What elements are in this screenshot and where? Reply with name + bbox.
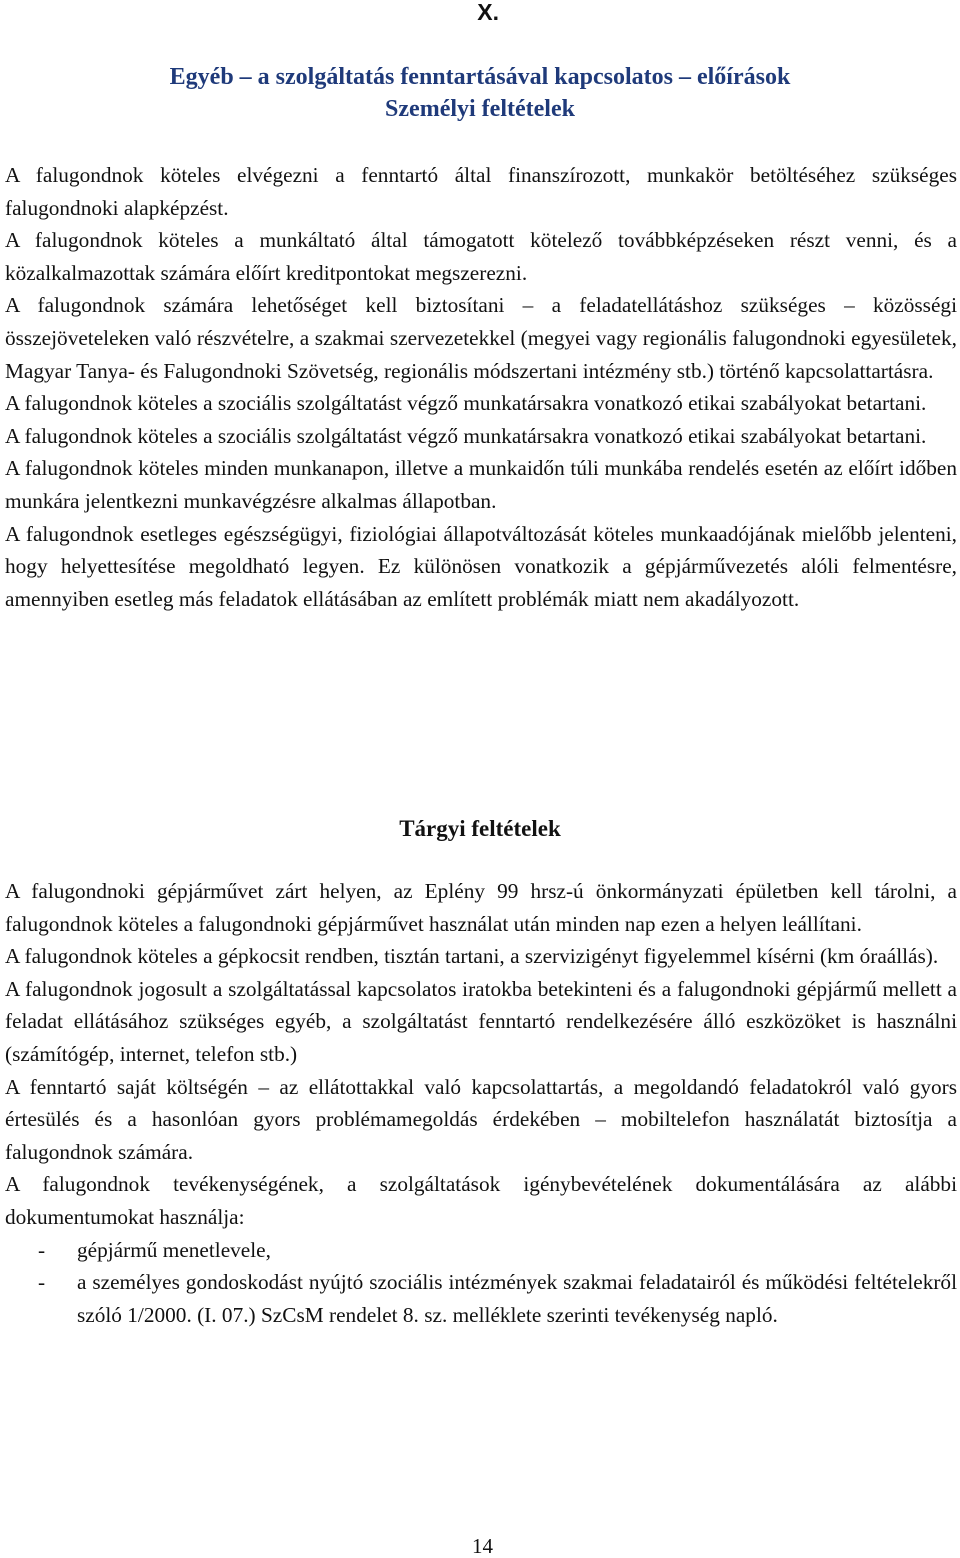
list-item	[5, 1266, 957, 1331]
list-dash: -	[38, 1270, 46, 1295]
chapter-number: X.	[477, 0, 499, 25]
paragraph: A fenntartó saját költségén – az ellátottakkal való kapcsolattartás, a megoldandó feladatokról való gyors értesülés és a hasonlóan gyors problémamegoldás érdekében – mobiltelefon használatát biztosítja a falugondnok számára.	[5, 1074, 957, 1164]
personal-requirements-body	[5, 159, 957, 615]
list-item-text: a személyes gondoskodást nyújtó szociális intézmények szakmai feladatairól és működési feltételekről szóló 1/2000. (I. 07.) SzCsM rendelet 8. sz. melléklete szerinti tevékenység napló.	[77, 1270, 957, 1327]
paragraph: A falugondnok tevékenységének, a szolgáltatások igénybevételének dokumentálására az alábbi dokumentumokat használja:	[5, 1172, 957, 1229]
list-item	[5, 1234, 957, 1267]
document-list	[5, 1234, 957, 1332]
document-page	[5, 0, 955, 1558]
list-dash: -	[38, 1237, 46, 1262]
paragraph: A falugondnok köteles elvégezni a fenntartó által finanszírozott, munkakör betöltéséhez szükséges falugondnoki alapképzést.	[5, 163, 957, 220]
paragraph: A falugondnoki gépjárművet zárt helyen, az Eplény 99 hrsz-ú önkormányzati épületben kell tárolni, a falugondnok köteles a falugondnoki gépjárművet használat után minden nap ezen a helyen leállítani.	[5, 879, 957, 936]
document-subheading: Személyi feltételek	[385, 96, 575, 122]
page-number: 14	[472, 1534, 493, 1558]
paragraph: A falugondnok esetleges egészségügyi, fiziológiai állapotváltozását köteles munkaadójának mielőbb jelenteni, hogy helyettesítése megoldható legyen. Ez különösen vonatkozik a gépjárművezetés alóli felmentésre, amennyiben esetleg más feladatok ellátásában az említett problémák miatt nem akadályozott.	[5, 521, 957, 611]
paragraph: A falugondnok köteles minden munkanapon, illetve a munkaidőn túli munkába rendelés esetén az előírt időben munkára jelentkezni munkavégzésre alkalmas állapotban.	[5, 456, 957, 513]
paragraph: A falugondnok jogosult a szolgáltatással kapcsolatos iratokba betekinteni és a falugondnoki gépjármű mellett a feladat ellátásához szükséges egyéb, a szolgáltatást fenntartó rendelkezésére álló eszközöket is használni (számítógép, internet, telefon stb.)	[5, 976, 957, 1066]
material-requirements-body	[5, 875, 957, 1331]
paragraph: A falugondnok köteles a munkáltató által támogatott kötelező továbbképzéseken részt venni, és a közalkalmazottak számára előírt kreditpontokat megszerezni.	[5, 228, 957, 285]
list-item-text: gépjármű menetlevele,	[77, 1237, 271, 1262]
paragraph: A falugondnok köteles a szociális szolgáltatást végző munkatársakra vonatkozó etikai szabályokat betartani.	[5, 391, 927, 416]
paragraph: A falugondnok köteles a szociális szolgáltatást végző munkatársakra vonatkozó etikai szabályokat betartani.	[5, 423, 927, 448]
paragraph: A falugondnok köteles a gépkocsit rendben, tisztán tartani, a szervizigényt figyelemmel kísérni (km óraállás).	[5, 944, 939, 969]
paragraph: A falugondnok számára lehetőséget kell biztosítani – a feladatellátáshoz szükséges – közösségi összejöveteleken való részvételre, a szakmai szervezetekkel (megyei vagy regionális falugondnoki egyesületek, Magyar Tanya- és Falugondnoki Szövetség, regionális módszertani intézmény stb.) történő kapcsolattartásra.	[5, 293, 957, 383]
document-heading: Egyéb – a szolgáltatás fenntartásával kapcsolatos – előírások	[169, 64, 791, 90]
section-title: Tárgyi feltételek	[399, 816, 561, 841]
